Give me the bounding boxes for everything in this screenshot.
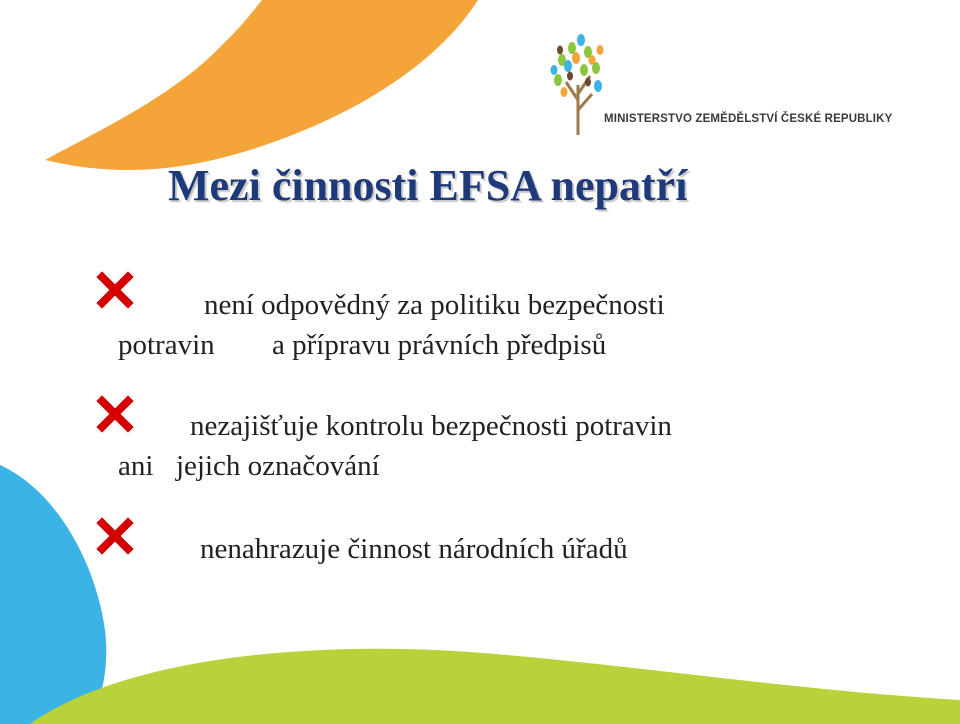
green-leaf-shape	[30, 649, 960, 724]
item-1-line-2b: a přípravu právních předpisů	[272, 329, 607, 361]
cross-icon	[95, 270, 135, 310]
item-2-line-1: nezajišťuje kontrolu bezpečnosti potravin	[190, 410, 672, 442]
tree-icon	[548, 30, 608, 140]
item-3-line-1: nenahrazuje činnost národních úřadů	[200, 533, 628, 565]
item-2-line-2b: jejich označování	[176, 450, 380, 482]
blue-leaf-shape	[0, 465, 106, 724]
orange-leaf-shape	[45, 0, 478, 170]
item-1-line-2a: potravin	[118, 329, 215, 361]
logo-text: MINISTERSTVO ZEMĚDĚLSTVÍ ČESKÉ REPUBLIKY	[604, 113, 893, 125]
cross-icon	[95, 394, 135, 434]
slide-title: Mezi činnosti EFSA nepatří	[168, 161, 688, 210]
item-1-line-1: není odpovědný za politiku bezpečnosti	[204, 289, 665, 321]
cross-icon	[95, 516, 135, 556]
ministry-logo	[548, 30, 918, 140]
item-2-line-2a: ani	[118, 450, 154, 482]
